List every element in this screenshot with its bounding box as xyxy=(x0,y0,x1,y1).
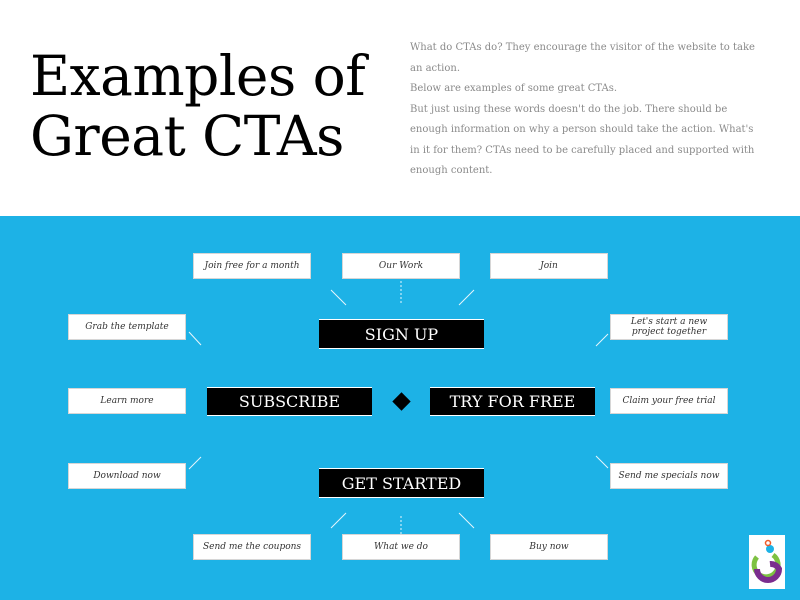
intro-paragraph: Below are examples of some great CTAs. xyxy=(410,83,618,94)
cta-subscribe xyxy=(207,387,372,416)
example-cta-new-project xyxy=(610,314,728,340)
connector-line xyxy=(459,513,474,528)
example-cta-label: Join xyxy=(540,261,558,271)
cta-label: SUBSCRIBE xyxy=(238,392,341,411)
example-cta-label: Send me specials now xyxy=(618,471,720,481)
title-line-2: Great CTAs xyxy=(30,104,344,168)
example-cta-our-work xyxy=(342,253,460,279)
intro-description xyxy=(410,38,760,182)
example-cta-label: What we do xyxy=(374,542,428,552)
example-cta-what-we-do xyxy=(342,534,460,560)
connector-line xyxy=(331,513,346,528)
connector-line xyxy=(331,290,346,305)
cta-get-started xyxy=(319,468,484,498)
header xyxy=(0,0,800,216)
cta-label: GET STARTED xyxy=(341,473,462,493)
example-cta-claim-trial xyxy=(610,388,728,414)
intro-paragraph: But just using these words doesn't do the job. There should be enough information on why a person should take the action. What's in it for them? CTAs need to be carefully placed and supported with enough content. xyxy=(410,103,755,176)
cta-label: TRY FOR FREE xyxy=(449,392,576,411)
example-cta-label: Download now xyxy=(93,471,161,481)
connector-line xyxy=(596,334,608,346)
example-cta-label: Let's start a new project together xyxy=(630,317,708,337)
connector-line xyxy=(596,456,608,468)
example-cta-download-now xyxy=(68,463,186,489)
example-cta-join xyxy=(490,253,608,279)
connector-line xyxy=(189,457,201,469)
cta-sign-up xyxy=(319,319,484,349)
title-line-1: Examples of xyxy=(30,44,366,108)
connector-line xyxy=(459,290,474,305)
cta-label: SIGN UP xyxy=(364,324,439,344)
example-cta-label: Join free for a month xyxy=(204,261,300,271)
example-cta-send-specials xyxy=(610,463,728,489)
example-cta-learn-more xyxy=(68,388,186,414)
page-title xyxy=(30,46,365,166)
example-cta-label: Claim your free trial xyxy=(622,396,716,406)
cta-diagram-panel xyxy=(0,216,800,600)
example-cta-label: Our Work xyxy=(378,261,424,271)
example-cta-join-free xyxy=(193,253,311,279)
example-cta-send-coupons xyxy=(193,534,311,560)
example-cta-label: Buy now xyxy=(529,542,569,552)
example-cta-label: Learn more xyxy=(100,396,154,406)
connector-line xyxy=(189,332,201,345)
example-cta-buy-now xyxy=(490,534,608,560)
intro-paragraph: What do CTAs do? They encourage the visitor of the website to take an action. xyxy=(410,42,755,74)
example-cta-label: Grab the template xyxy=(85,322,169,332)
brand-logo xyxy=(749,535,785,589)
example-cta-label: Send me the coupons xyxy=(202,542,302,552)
brand-logo-icon xyxy=(749,535,785,589)
example-cta-grab-template xyxy=(68,314,186,340)
cta-try-for-free xyxy=(430,387,595,416)
